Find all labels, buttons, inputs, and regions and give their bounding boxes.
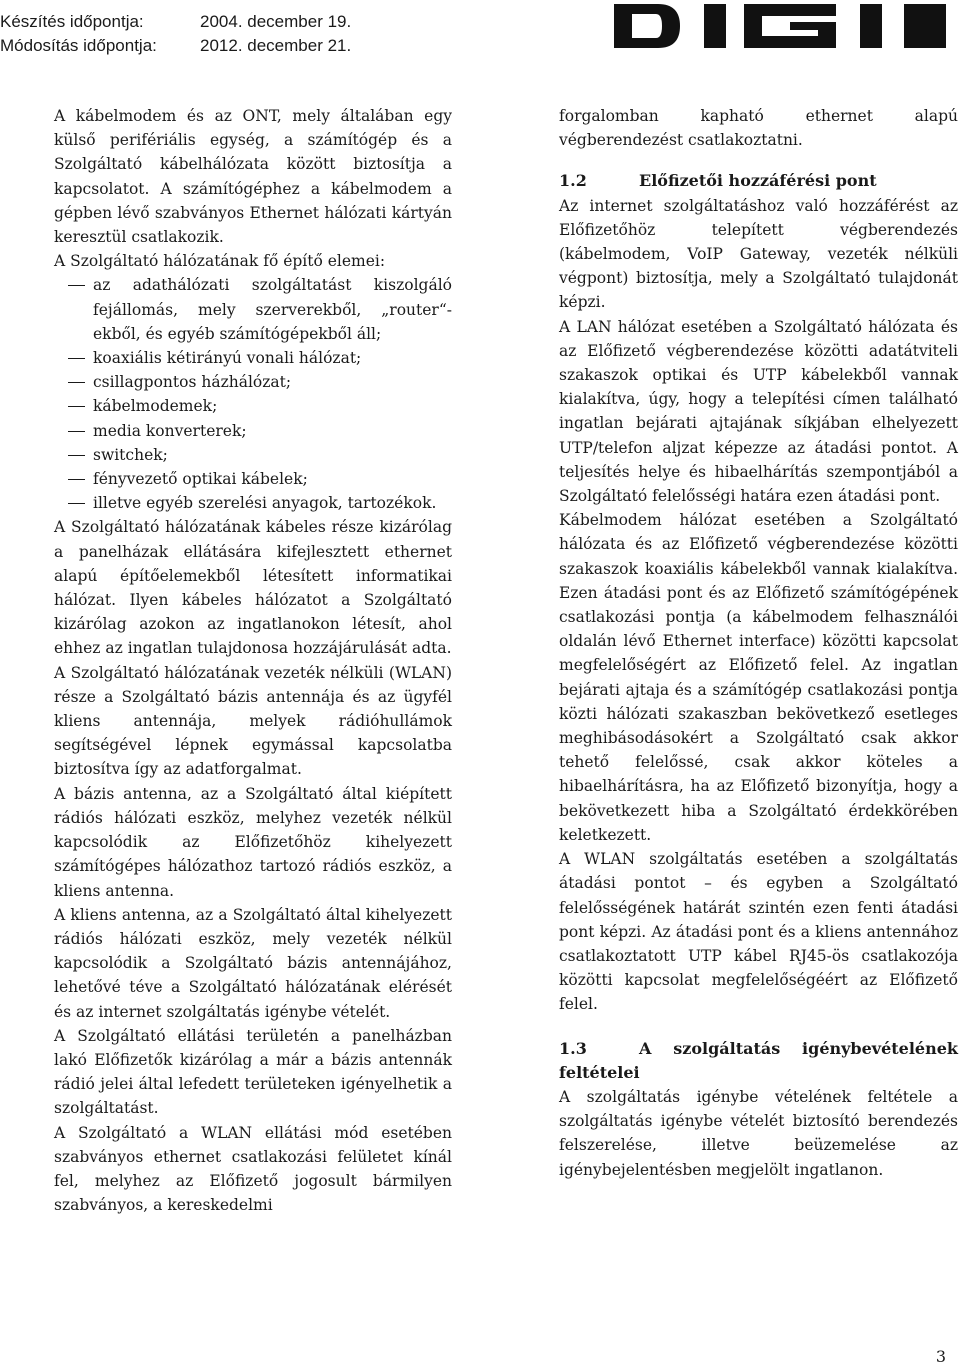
page-number: 3 — [935, 1347, 946, 1366]
paragraph: A Szolgáltató hálózatának fő építő elemei: — [54, 252, 386, 271]
paragraph: A Szolgáltató hálózatának vezeték nélküli (WLAN) része a Szolgáltató bázis antennája és az ügyfél kliens antennája, melyek rádióhullámok segítségével lépnek egymással kapcsolatba biztosítva így az adatforgalmat. — [54, 663, 452, 779]
digi-logo — [614, 4, 946, 48]
modified-row — [0, 34, 351, 58]
created-value: 2004. december 19. — [200, 12, 352, 31]
paragraph: A kliens antenna, az a Szolgáltató által kihelyezett rádiós hálózati eszköz, mely vezeték nélkül kapcsolódik a Szolgáltató bázis antennájához, lehetővé téve a Szolgáltató hálózatának elérését és az internet szolgáltatás igénybe vételét. — [54, 905, 452, 1021]
list-item: csillagpontos házhálózat; — [54, 370, 452, 394]
list-item: switchek; — [54, 443, 452, 467]
section-number: 1.3 — [559, 1038, 587, 1058]
section-number: 1.2 — [559, 171, 587, 191]
paragraph: A WLAN szolgáltatás esetében a szolgáltatás átadási pontot – és egyben a Szolgáltató felelősségének határát szintén ezen fenti átadási pont képzi. Az átadási pont és a kliens antennához csatlakoztatott UTP kábel RJ45-ös csatlakozója közötti kapcsolat megfelelőségéért az Előfizető felel. — [559, 850, 958, 1014]
modified-value: 2012. december 21. — [200, 36, 352, 55]
section-title: Előfizetői hozzáférési pont — [639, 171, 877, 191]
left-column — [54, 104, 452, 1217]
paragraph: A LAN hálózat esetében a Szolgáltató hálózata és az Előfizető végberendezése közötti adatátviteli szakaszok optikai és UTP kábelekből vannak kialakítva, úgy, hogy a telepítési címen található ingatlan bejárati ajtajának síkjában elhelyezett UTP/telefon aljzat képezze az átadási pontot. A teljesítés helye és hibaelhárítás szempontjából a Szolgáltató felelősségi határa ezen átadási pont. — [559, 317, 958, 506]
created-row — [0, 10, 351, 34]
list-item: illetve egyéb szerelési anyagok, tartozékok. — [54, 491, 452, 515]
paragraph: Kábelmodem hálózat esetében a Szolgáltató hálózata és az Előfizető végberendezése közötti szakaszok koaxiális kábelekből vannak kialakítva. Ezen átadási pont és az Előfizető számítógépének csatlakozási pontja (a kábelmodem felhasználói oldalán lévő Ethernet interface) közötti kapcsolat megfelelőségért az Előfizető felel. Az ingatlan bejárati ajtaja és a számítógép csatlakozási pontja közti hálózati szakaszban bekövetkező esetleges meghibásodásokért a Szolgáltató csak akkor tehető felelőssé, csak akkor köteles a hibaelhárításra, ha az Előfizető bizonyítja, hogy a bekövetkezett hiba a Szolgáltató érdekkörében keletkezett. — [559, 511, 958, 844]
list-item: fényvezető optikai kábelek; — [54, 467, 452, 491]
paragraph: A szolgáltatás igénybe vételének feltétele a szolgáltatás igénybe vételét biztosító berendezés felszerelése, illetve beüzemelése az igénybejelentésben megjelölt ingatlanon. — [559, 1087, 958, 1179]
section-heading-1-2 — [559, 169, 958, 193]
right-column — [559, 104, 958, 1182]
paragraph: Az internet szolgáltatáshoz való hozzáférést az Előfizetőhöz telepített végberendezés (kábelmodem, VoIP Gateway, vezeték nélküli végpont) biztosítja, mely a Szolgáltató tulajdonát képzi. — [559, 196, 958, 312]
paragraph: A bázis antenna, az a Szolgáltató által kiépített rádiós hálózati eszköz, melyhez vezeték nélkül kapcsolódik az Előfizetőhöz kihelyezett számítógépes hálózathoz tartozó rádiós eszköz, a kliens antenna. — [54, 784, 452, 900]
list-item: az adathálózati szolgáltatást kiszolgáló fejállomás, mely szerverekből, „router“-ekből, és egyéb számítógépekből áll; — [54, 273, 452, 346]
section-heading-1-3 — [559, 1037, 958, 1085]
list-item: kábelmodemek; — [54, 394, 452, 418]
section-title: A szolgáltatás igénybevételének feltételei — [559, 1038, 958, 1082]
list-item: media konverterek; — [54, 419, 452, 443]
paragraph: A Szolgáltató a WLAN ellátási mód esetében szabványos ethernet csatlakozási felületet kínál fel, melyhez az Előfizető jogosult bármilyen szabványos, a kereskedelmi — [54, 1123, 452, 1215]
paragraph: A kábelmodem és az ONT, mely általában egy külső perifériális egység, a számítógép és a Szolgáltató kábelhálózata között biztosítja a kapcsolatot. A számítógéphez a kábelmodem a gépben lévő szabványos Ethernet hálózati kártyán keresztül csatlakozik. — [54, 107, 452, 247]
network-elements-list — [54, 273, 452, 515]
modified-label: Módosítás időpontja: — [0, 36, 157, 55]
list-item: koaxiális kétirányú vonali hálózat; — [54, 346, 452, 370]
document-header — [0, 10, 351, 58]
paragraph: forgalomban kapható ethernet alapú végberendezést csatlakoztatni. — [559, 107, 958, 150]
paragraph: A Szolgáltató ellátási területén a panelházban lakó Előfizetők kizárólag a már a bázis antennák rádió jelei által lefedett területeken igényelhetik a szolgáltatást. — [54, 1026, 452, 1118]
paragraph: A Szolgáltató hálózatának kábeles része kizárólag a panelházak ellátására kifejlesztett ethernet alapú építőelemekből létesített informatikai hálózat. Ilyen kábeles hálózatot a Szolgáltató kizárólag azokon az ingatlanokon létesít, ahol ehhez az ingatlan tulajdonosa hozzájárulását adta. — [54, 518, 452, 658]
created-label: Készítés időpontja: — [0, 12, 144, 31]
